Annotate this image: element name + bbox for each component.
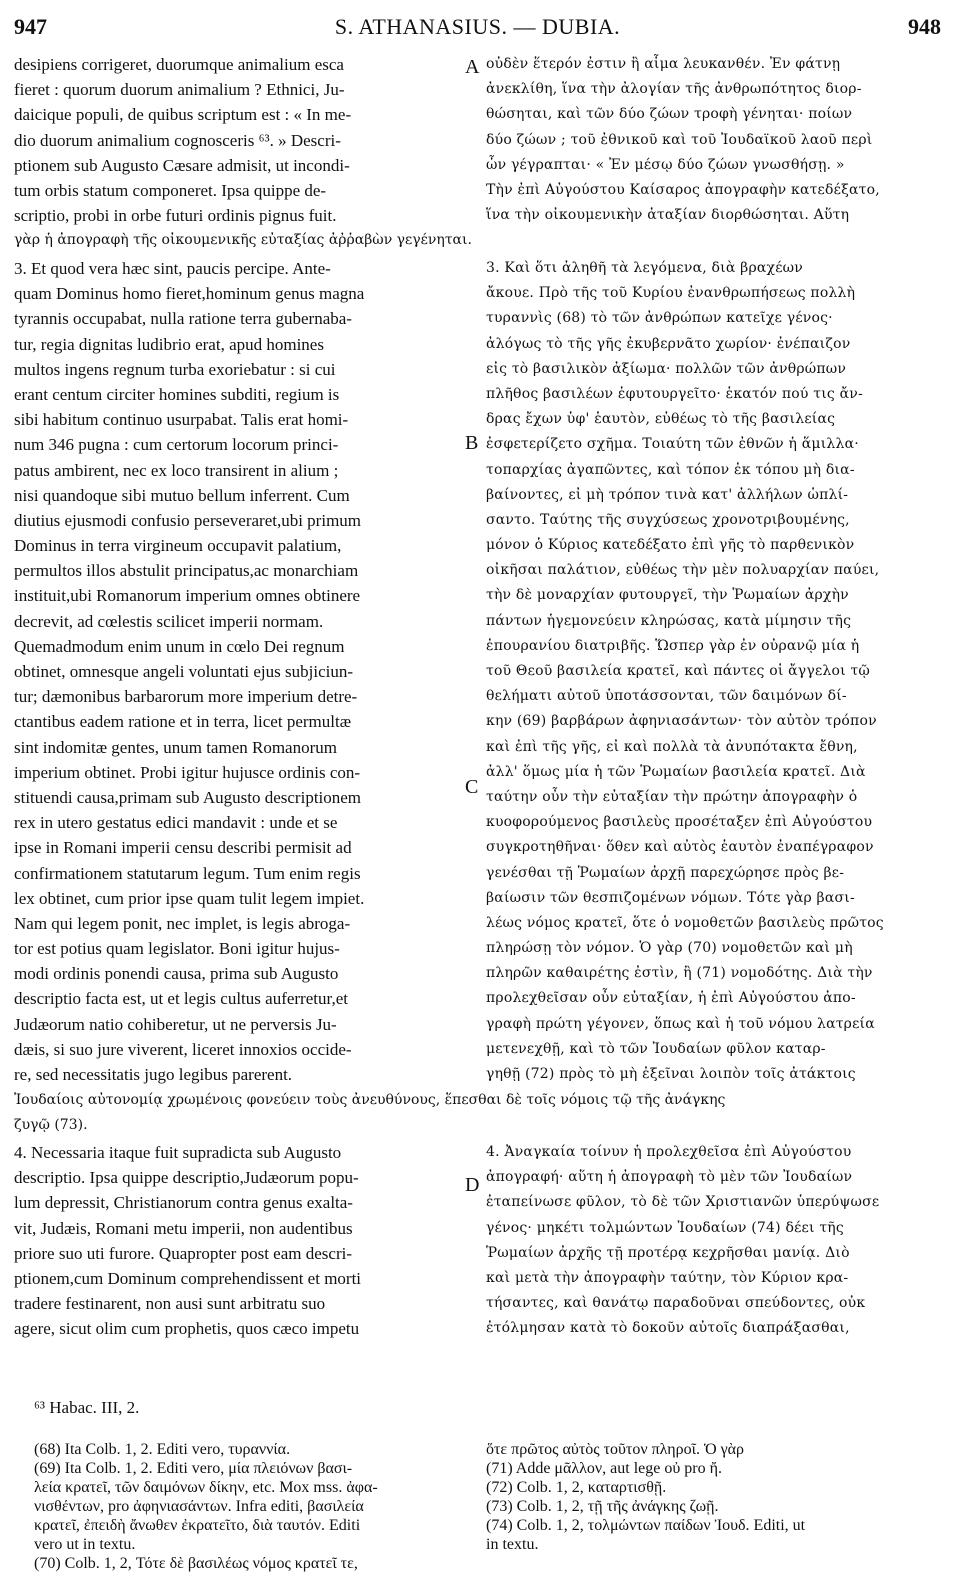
latin-line: nisi quandoque sibi mutuo bellum inferrent. Cum	[14, 485, 350, 505]
latin-line: re, sed necessitatis jugo legibus parerent.	[14, 1065, 293, 1084]
note-line: (69) Ita Colb. 1, 2. Editi vero, μία πλειόνων βασι-	[34, 1460, 353, 1477]
notes-left	[34, 1440, 464, 1573]
latin-line: modi ordinis ponendi causa, prima sub Augusto	[14, 964, 339, 984]
latin-line: priore suo uti furore. Quapropter post eam descri-	[14, 1243, 352, 1263]
greek-line: ἀνεκλίθη, ἵνα τὴν ἀλογίαν τῆς ἀνθρωπότητος διορ-	[486, 81, 862, 98]
latin-line: rex in utero gestatus edici mandavit : unde et se	[14, 813, 338, 833]
latin-line: patus ambirent, nec ex loco transirent in alium ;	[14, 460, 339, 480]
latin-column-sec2	[14, 52, 462, 228]
greek-line: θώσηται, καὶ τῶν δύο ζώων τροφὴ γένηται· ποίων	[486, 106, 853, 123]
latin-column-sec3	[14, 256, 462, 1087]
note-line: vero ut in textu.	[34, 1536, 136, 1553]
latin-line: obtinet, omnesque angeli voluntati ejus subjiciun-	[14, 662, 353, 681]
greek-line: σαντο. Ταύτης τῆς συγχύσεως χρονοτριβουμένης,	[486, 511, 850, 528]
greek-line: μόνον ὁ Κύριος κατεδέξατο ἐπὶ γῆς τὸ παρθενικὸν	[486, 537, 855, 554]
latin-line: instituit,ubi Romanorum imperium omnes obtinere	[14, 586, 361, 606]
greek-line: βαίνοντες, εἰ μὴ τρόπον τινὰ κατ' ἀλλήλων ὡπλί-	[486, 486, 849, 503]
latin-line: ptionem sub Augusto Cæsare admisit, ut incondi-	[14, 155, 350, 175]
greek-line: κυοφορούμενος βασιλεὺς προσέταξεν ἐπὶ Αὐγούστου	[486, 814, 873, 831]
note-line: (72) Colb. 1, 2, καταρτισθῇ.	[486, 1479, 667, 1496]
greek-line: ἐσφετερίζετο σχῆμα. Τοιαύτη τῶν ἐθνῶν ἡ ἅμιλλα·	[486, 436, 859, 453]
greek-line: 4. Ἀναγκαία τοίνυν ἡ προλεχθεῖσα ἐπὶ Αὐγούστου	[486, 1144, 852, 1160]
greek-line: πληρῶν καθαιρέτης ἐστὶν, ἢ (71) νομοδότης. Διὰ τὴν	[486, 965, 873, 982]
greek-line: τοπαρχίας ἀγαπῶντες, καὶ τόπον ἐκ τόπου μὴ δια-	[486, 461, 855, 478]
page-number-left: 947	[14, 14, 47, 39]
latin-line: agere, sicut olim cum prophetis, quos cæco impetu	[14, 1319, 360, 1339]
latin-line: confirmationem statutarum legum. Tum enim regis	[14, 863, 361, 883]
latin-line: descriptio. Ipsa quippe descriptio,Judæorum popu-	[14, 1168, 359, 1188]
latin-line: permultos illos abstulit principatus,ac monarchiam	[14, 561, 359, 581]
latin-line: Quemadmodum enim unum in cœlo Dei regnum	[14, 636, 345, 656]
footnote-63: ⁶³ Habac. III, 2.	[34, 1398, 140, 1417]
latin-line: sibi habitum continuo usurpabat. Talis erat homi-	[14, 410, 349, 430]
latin-line: multos ingens regnum turba exoriebatur : si cui	[14, 359, 336, 379]
latin-column-sec4	[14, 1140, 462, 1342]
notes-right	[486, 1440, 941, 1554]
greek-line: πάντων ἡγεμονεύειν κληρώσας, κατὰ μίμησιν τῆς	[486, 612, 852, 629]
greek-line: ἀλλ' ὅμως μία ἡ τῶν Ῥωμαίων βασιλεία κρατεῖ. Διὰ	[486, 763, 866, 780]
greek-line: μετενεχθῇ, καὶ τὸ τῶν Ἰουδαίων φῦλον καταρ-	[486, 1040, 826, 1057]
latin-line: tur; dæmonibus barbarorum more imperium detre-	[14, 687, 358, 707]
greek-full-width-line: ζυγῷ (73).	[14, 1117, 88, 1133]
latin-line: ipse in Romani imperii censu describi permisit ad	[14, 838, 352, 858]
greek-line: εἰς τὸ βασιλικὸν ἀξίωμα· πολλῶν τῶν ἀνθρώπων	[486, 360, 847, 377]
greek-full-width-line: Ἰουδαίοις αὐτονομίᾳ χρωμένοις φονεύειν τοὺς ἀνευθύνους, ἕπεσθαι δὲ τοῖς νόμοις τῷ τῆς ἀνάγκης	[14, 1092, 726, 1108]
greek-line: Ῥωμαίων ἀρχῆς τῇ προτέρᾳ κεχρῆσθαι μανίᾳ. Διὸ	[486, 1244, 850, 1261]
greek-line: δρας ἔχων ὑφ' ἑαυτὸν, εὐθέως τὸ τῆς βασιλείας	[486, 411, 836, 428]
latin-line: imperium obtinet. Probi igitur hujusce ordinis con-	[14, 762, 361, 782]
latin-line: quam Dominus homo fieret,hominum genus magna	[14, 284, 365, 304]
running-header	[14, 14, 941, 46]
section-marker-b: B	[465, 432, 479, 454]
latin-line: Nam qui legem ponit, nec implet, is legis abroga-	[14, 913, 351, 933]
greek-line: πληρώσῃ τὸν νόμον. Ὁ γὰρ (70) νομοθετῶν καὶ μὴ	[486, 940, 853, 957]
greek-line: ἐπουρανίου διατριβῆς. Ὥσπερ γὰρ ἐν οὐρανῷ μία ἡ	[486, 637, 860, 654]
latin-line: 3. Et quod vera hæc sint, paucis percipe. Ante-	[14, 259, 331, 278]
greek-line: ἐτόλμησαν κατὰ τὸ δοκοῦν αὐτοῖς διαπράξασθαι,	[486, 1320, 850, 1337]
greek-line: οὐδὲν ἕτερόν ἐστιν ἢ αἷμα λευκανθέν. Ἐν φάτνῃ	[486, 56, 841, 72]
greek-line: ὧν γέγραπται· « Ἐν μέσῳ δύο ζώων γνωσθήσῃ. »	[486, 156, 845, 173]
greek-line: τυραννὶς (68) τὸ τῶν ἀνθρώπων κατεῖχε γένος·	[486, 310, 833, 327]
greek-line: καὶ μετὰ τὴν ἀπογραφὴν ταύτην, τὸν Κύριον κρα-	[486, 1269, 849, 1286]
greek-line: ταύτην οὖν τὴν εὐταξίαν τὴν πρώτην ἀπογραφὴν ὁ	[486, 788, 858, 805]
greek-line: θελήματι αὐτοῦ ὑποτάσσονται, τῶν δαιμόνων δί-	[486, 688, 847, 705]
note-line: in textu.	[486, 1536, 539, 1553]
section-marker-c: C	[465, 776, 479, 798]
latin-line: diutius ejusmodi confusio perseveraret,ubi primum	[14, 510, 362, 530]
note-line: (71) Adde μᾶλλον, aut lege οὐ pro ἤ.	[486, 1460, 722, 1477]
greek-line: γραφὴ πρώτη γέγονεν, ὅπως καὶ ἡ τοῦ νόμου λατρεία	[486, 1015, 875, 1032]
latin-line: tyrannis occupabat, nulla ratione terra gubernaba-	[14, 309, 352, 329]
greek-line: ἀλόγως τὸ τῆς γῆς ἐκυβερνᾶτο χωρίον· ἐνέπαιζον	[486, 335, 851, 352]
latin-line: desipiens corrigeret, duorumque animalium esca	[14, 55, 344, 74]
latin-line: stituendi causa,primam sub Augusto descriptionem	[14, 787, 362, 807]
greek-column-sec2	[486, 52, 941, 228]
greek-line: δύο ζώων ; τοῦ ἐθνικοῦ καὶ τοῦ Ἰουδαϊκοῦ λαοῦ περὶ	[486, 131, 873, 148]
greek-line: οἰκῆσαι παλάτιον, εὐθέως τὴν μὲν πολυαρχίαν παύει,	[486, 562, 880, 579]
latin-line: tum orbis statum componeret. Ipsa quippe de-	[14, 180, 327, 200]
latin-line: daicique populi, de quibus scriptum est : « In me-	[14, 105, 352, 125]
greek-column-sec4	[486, 1140, 941, 1342]
latin-line: lex obtinet, cum prior ipse quam tulit legem impiet.	[14, 888, 365, 908]
greek-line: γενέσθαι τῇ Ῥωμαίων ἀρχῇ παρεχώρησε πρὸς βε-	[486, 864, 845, 881]
latin-line: scriptio, probi in orbe futuri ordinis pignus fuit.	[14, 206, 337, 226]
greek-full-width-line: γὰρ ἡ ἀπογραφὴ τῆς οἰκουμενικῆς εὐταξίας ἀῤῥαβὼν γεγένηται.	[14, 232, 472, 248]
note-line: (74) Colb. 1, 2, τολμώντων παίδων Ἰουδ. Editi, ut	[486, 1517, 806, 1534]
section-marker-d: D	[465, 1174, 480, 1196]
greek-line: βαίωσιν τῶν θεσπιζομένων νόμων. Τότε γὰρ βασι-	[486, 889, 855, 906]
greek-line: τήσαντες, καὶ θανάτῳ παραδοῦναι σπεύδοντες, οὐκ	[486, 1295, 866, 1312]
greek-line: καὶ ἐπὶ τῆς γῆς, εἰ καὶ πολλὰ τὰ ἀνυπότακτα ἔθνη,	[486, 738, 858, 755]
greek-line: ἀπογραφή· αὕτη ἡ ἀπογραφὴ τὸ μὲν τῶν Ἰουδαίων	[486, 1169, 853, 1186]
latin-line: tradere festinarent, non ausi sunt arbitratu suo	[14, 1294, 326, 1314]
latin-line: lum depressit, Christianorum contra genus exalta-	[14, 1193, 353, 1213]
latin-line: sint indomitæ gentes, unum tamen Romanorum	[14, 737, 337, 757]
latin-line: ptionem,cum Dominum comprehendissent et morti	[14, 1268, 362, 1288]
latin-line: erant centum circiter homines subditi, regium is	[14, 384, 340, 404]
greek-column-sec3	[486, 256, 941, 1087]
running-title: S. ATHANASIUS. — DUBIA.	[334, 14, 621, 39]
greek-line: ἵνα τὴν οἰκουμενικὴν ἀταξίαν διορθώσηται. Αὕτη	[486, 207, 850, 224]
greek-line: ἐταπείνωσε φῦλον, τὸ δὲ τῶν Χριστιανῶν ὑπερύψωσε	[486, 1194, 880, 1211]
greek-line: 3. Καὶ ὅτι ἀληθῆ τὰ λεγόμενα, διὰ βραχέων	[486, 260, 804, 276]
greek-line: τοῦ Θεοῦ βασιλεία κρατεῖ, καὶ πάντες οἱ ἄγγελοι τῷ	[486, 663, 871, 679]
greek-line: γηθῇ (72) πρὸς τὸ μὴ ἐξεῖναι λοιπὸν τοῖς ἀτάκτοις	[486, 1066, 856, 1082]
greek-line: κην (69) βαρβάρων ἀφηνιασάντων· τὸν αὐτὸν τρόπον	[486, 713, 877, 730]
latin-line: Judæorum natio cohiberetur, ut ne perversis Ju-	[14, 1014, 337, 1034]
note-line: λεία κρατεῖ, τῶν δαιμόνων δίκην, etc. Mox mss. ἀφα-	[34, 1479, 378, 1496]
greek-line: λέως νόμος κρατεῖ, ὅτε ὁ νομοθετῶν βασιλεὺς πρῶτος	[486, 914, 884, 931]
greek-line: προλεχθεῖσαν οὖν εὐταξίαν, ἡ ἐπὶ Αὐγούστου ἀπο-	[486, 990, 856, 1007]
note-line: (73) Colb. 1, 2, τῇ τῆς ἀνάγκης ζωῇ.	[486, 1498, 719, 1515]
note-line: κρατεῖ, ἐπειδὴ ἄνωθεν ἐκρατεῖτο, διὰ ταυτόν. Editi	[34, 1517, 361, 1534]
section-marker-a: A	[465, 56, 480, 78]
greek-line: πλῆθος βασιλέων ἐφυτουργεῖτο· ἑκατόν πού τις ἄν-	[486, 385, 863, 402]
latin-line: vit, Judæis, Romani metu imperii, non audentibus	[14, 1218, 353, 1238]
greek-line: Τὴν ἐπὶ Αὐγούστου Καίσαρος ἀπογραφὴν κατεδέξατο,	[486, 181, 880, 198]
greek-line: γένος· μηκέτι τολμώντων Ἰουδαίων (74) δέει τῆς	[486, 1219, 844, 1236]
latin-line: dæis, si suo jure viverent, liceret innoxios occide-	[14, 1039, 352, 1059]
latin-line: decrevit, ad cœlestis scilicet imperii normam.	[14, 611, 324, 631]
latin-line: descriptio facta est, ut et legis cultus auferretur,et	[14, 989, 348, 1009]
latin-line: 4. Necessaria itaque fuit supradicta sub Augusto	[14, 1143, 342, 1162]
note-line: ὅτε πρῶτος αὐτὸς τοῦτον πληροῖ. Ὁ γὰρ	[486, 1441, 745, 1458]
note-line: (70) Colb. 1, 2, Τότε δὲ βασιλέως νόμος κρατεῖ τε,	[34, 1555, 358, 1572]
latin-line: num 346 pugna : cum certorum locorum princi-	[14, 435, 339, 455]
greek-line: τὴν δὲ μοναρχίαν φυτουργεῖ, τὴν Ῥωμαίων ἀρχὴν	[486, 587, 849, 604]
note-line: (68) Ita Colb. 1, 2. Editi vero, τυραννία.	[34, 1441, 291, 1458]
latin-line: tor est potius quam legislator. Boni igitur hujus-	[14, 939, 340, 959]
page-number-right: 948	[908, 14, 941, 39]
greek-line: ἄκουε. Πρὸ τῆς τοῦ Κυρίου ἐνανθρωπήσεως πολλὴ	[486, 285, 856, 302]
latin-line: Dominus in terra virgineum occupavit palatium,	[14, 536, 342, 556]
note-line: νισθέντων, pro ἀφηνιασάντων. Infra editi, βασιλεία	[34, 1498, 364, 1515]
latin-line: fieret : quorum duorum animalium ? Ethnici, Ju-	[14, 80, 345, 100]
latin-line: tur, regia dignitas ludibrio erat, apud homines	[14, 334, 324, 354]
latin-line: ctantibus eadem ratione et in terra, licet permultæ	[14, 712, 352, 732]
greek-line: συγκροτηθῆναι· ὅθεν καὶ αὐτὸς ἑαυτὸν ἐναπέγραφον	[486, 839, 874, 856]
latin-line: dio duorum animalium cognosceris ⁶³. » Descri-	[14, 130, 341, 150]
